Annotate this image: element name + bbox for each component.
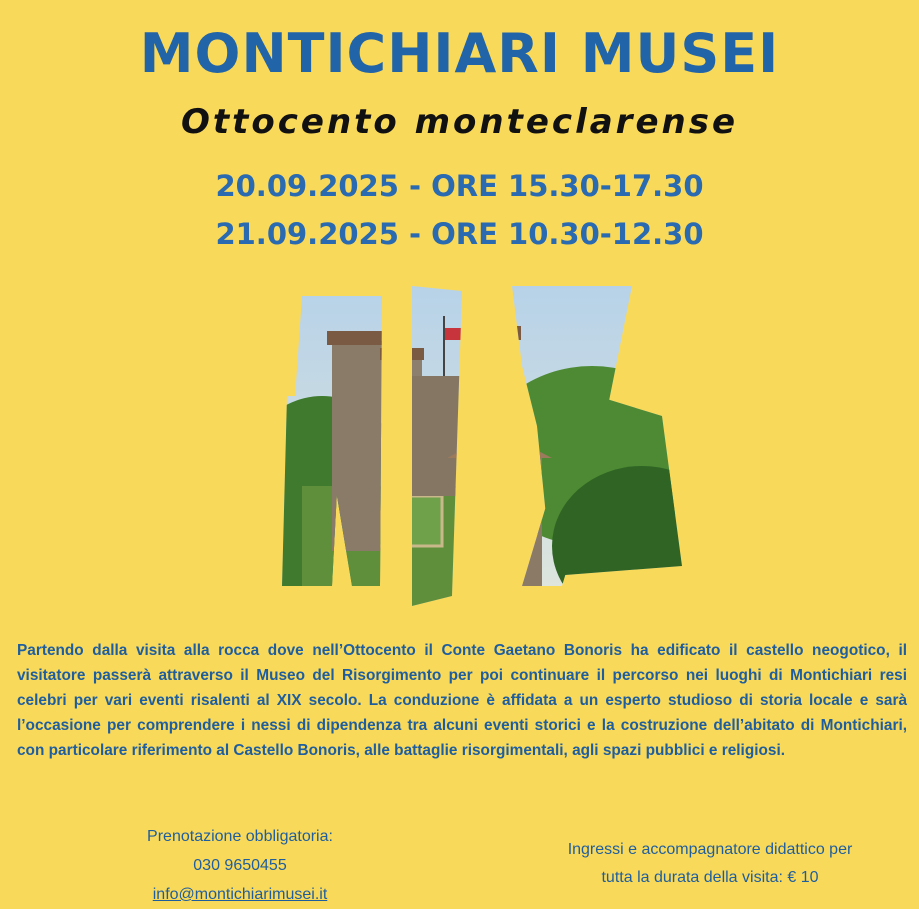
event-description: Partendo dalla visita alla rocca dove nell’Ottocento il Conte Gaetano Bonoris ha edificato il castello neogotico, il visitatore passerà attraverso il Museo del Risorgimento per poi continuare il percorso nei luoghi di Montichiari resi celebri per vari eventi risalenti al XIX secolo. La conduzione è affidata a un esperto studioso di storia locale e sarà l’occasione per comprendere i nessi di dipendenza tra alcuni eventi storici e la costruzione dell’abitato di Montichiari, con particolare riferimento al Castello Bonoris, alle battaglie risorgimentali, agli spazi pubblici e religiosi. (17, 642, 907, 759)
price-info (530, 836, 890, 892)
booking-phone[interactable]: 030 9650455 (193, 857, 287, 874)
castle-m-illustration (262, 286, 682, 626)
booking-info (120, 822, 360, 909)
page-title: MONTICHIARI MUSEI (139, 22, 780, 85)
event-date-2: 21.09.2025 - ORE 10.30-12.30 (215, 217, 704, 251)
event-date-1: 20.09.2025 - ORE 15.30-17.30 (215, 169, 704, 203)
booking-email-link[interactable]: info@montichiarimusei.it (152, 886, 328, 903)
event-subtitle: Ottocento monteclarense (180, 102, 739, 142)
price-line-2: tutta la durata della visita: € 10 (601, 869, 819, 886)
price-line-1: Ingressi e accompagnatore didattico per (567, 841, 853, 858)
booking-label: Prenotazione obbligatoria: (147, 828, 333, 845)
